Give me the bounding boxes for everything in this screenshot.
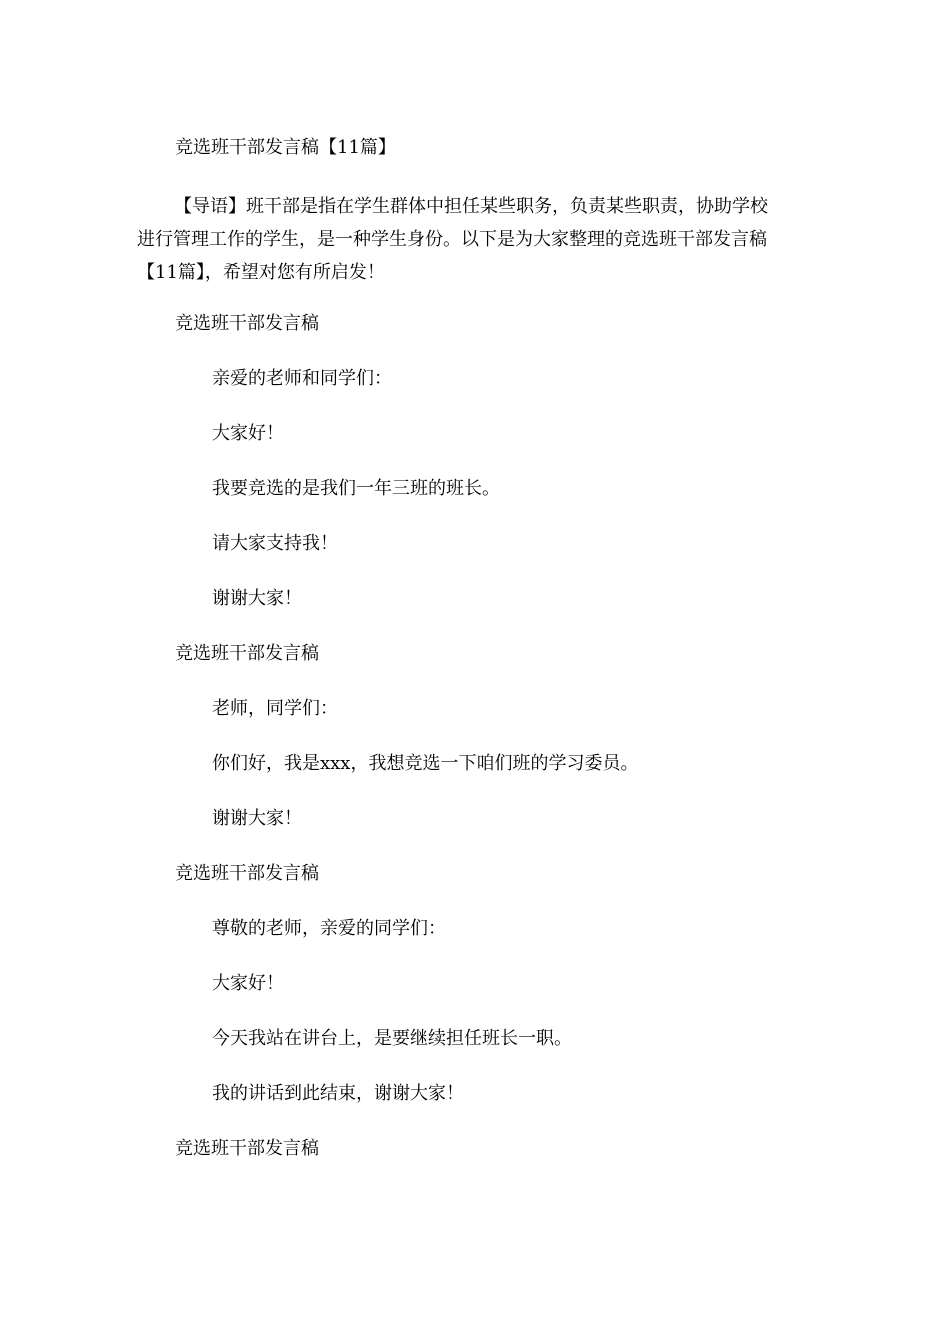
intro-line: 【导语】班干部是指在学生群体中担任某些职务，负责某些职责，协助学校: [174, 196, 768, 217]
speech-line: 我要竞选的是我们一年三班的班长。: [212, 478, 500, 499]
speech-line: 大家好！: [212, 973, 284, 994]
section-heading: 竞选班干部发言稿: [175, 313, 319, 334]
speech-line: 尊敬的老师，亲爱的同学们：: [212, 918, 446, 939]
intro-paragraph: [137, 190, 813, 289]
speech-line: 请大家支持我！: [212, 533, 338, 554]
speech-line: 谢谢大家！: [212, 588, 302, 609]
speech-line: 我的讲话到此结束，谢谢大家！: [212, 1083, 464, 1104]
document-title: 竞选班干部发言稿【11篇】: [175, 137, 396, 158]
speech-line: 今天我站在讲台上，是要继续担任班长一职。: [212, 1028, 572, 1049]
intro-line: 【11篇】，希望对您有所启发！: [137, 262, 385, 283]
section-heading: 竞选班干部发言稿: [175, 863, 319, 884]
section-heading: 竞选班干部发言稿: [175, 1138, 319, 1159]
intro-line: 进行管理工作的学生，是一种学生身份。以下是为大家整理的竞选班干部发言稿: [137, 229, 767, 250]
speech-line: 你们好，我是xxx，我想竞选一下咱们班的学习委员。: [212, 753, 639, 774]
speech-line: 老师，同学们：: [212, 698, 338, 719]
section-heading: 竞选班干部发言稿: [175, 643, 319, 664]
speech-line: 谢谢大家！: [212, 808, 302, 829]
speech-line: 亲爱的老师和同学们：: [212, 368, 392, 389]
speech-line: 大家好！: [212, 423, 284, 444]
